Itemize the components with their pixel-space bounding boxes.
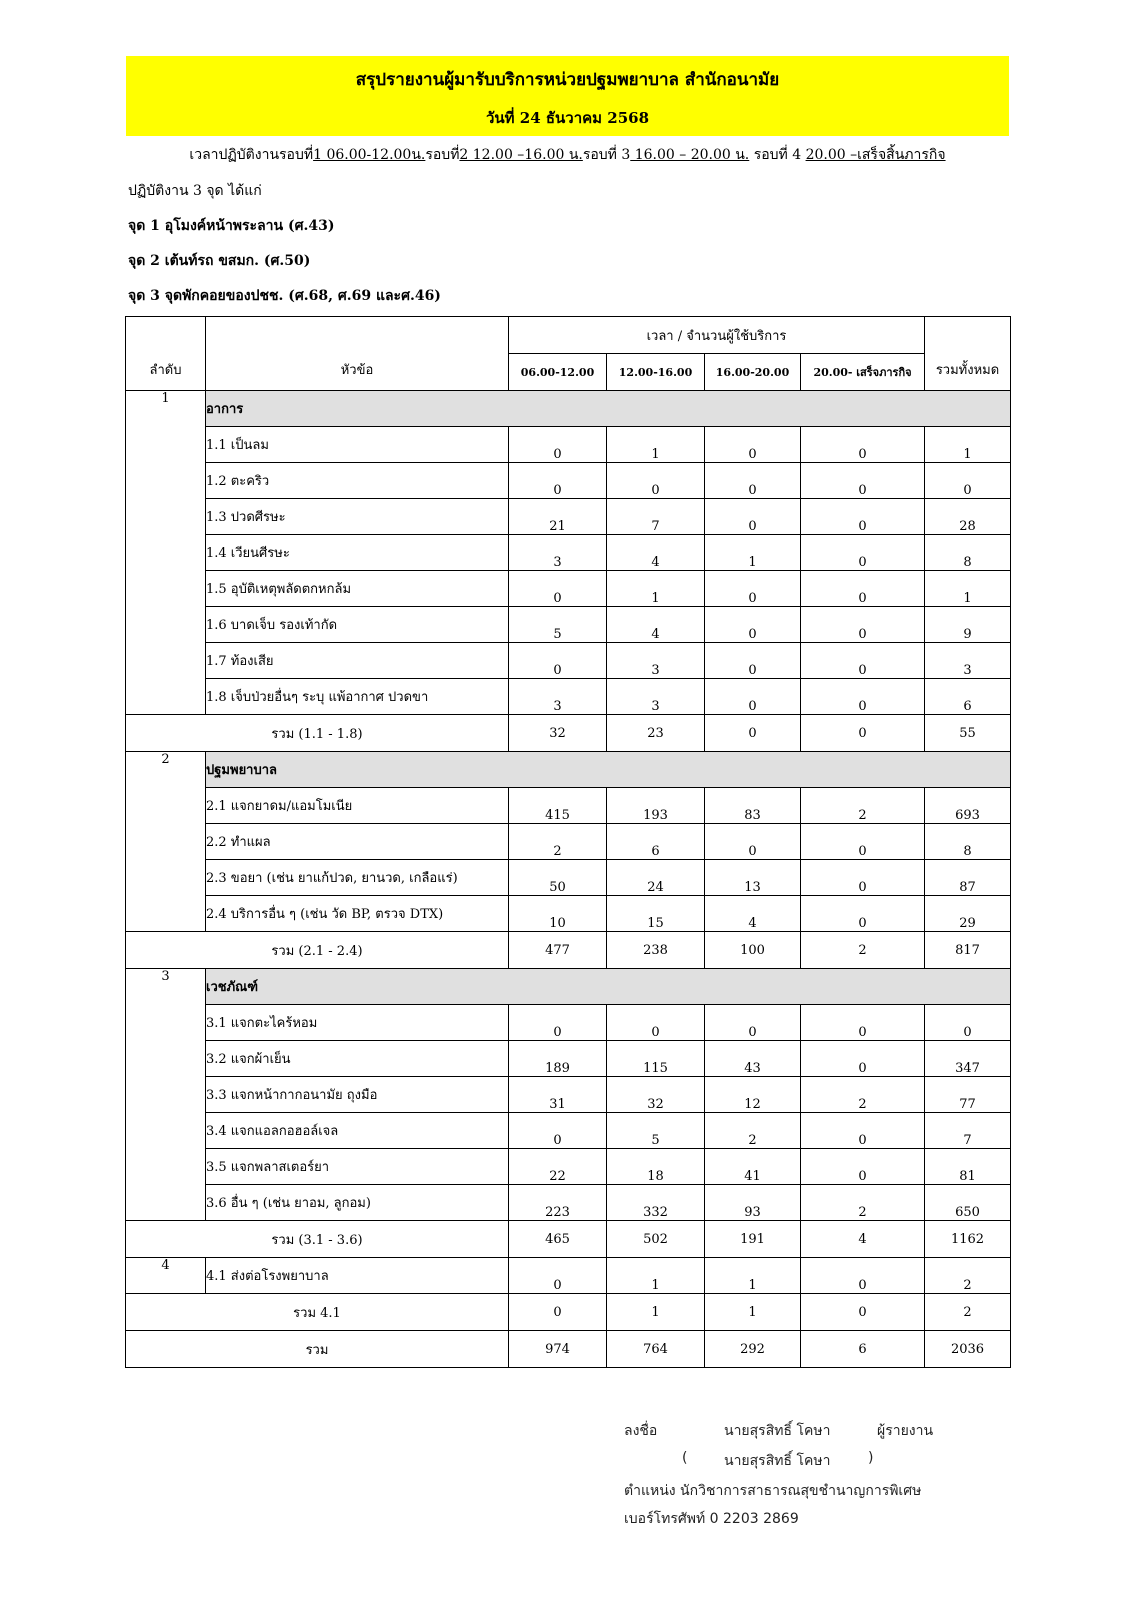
table-row xyxy=(126,571,1011,607)
col-total: รวมทั้งหมด xyxy=(925,317,1011,391)
row-total: 8 xyxy=(925,535,1011,571)
shift-2: 2 12.00 –16.00 น. xyxy=(459,147,583,163)
report-date: วันที่ 24 ธันวาคม 2568 xyxy=(485,109,650,127)
row-value: 43 xyxy=(705,1041,801,1077)
row-value: 1 xyxy=(607,1258,705,1294)
row-value: 3 xyxy=(509,535,607,571)
section-number: 1 xyxy=(126,391,206,715)
subtotal-row xyxy=(126,932,1011,969)
table-row xyxy=(126,607,1011,643)
row-value: 0 xyxy=(801,896,925,932)
row-label: 1.1 เป็นลม xyxy=(206,427,509,463)
row-value: 13 xyxy=(705,860,801,896)
point-3: จุด 3 จุดพักคอยของปชช. (ศ.68, ศ.69 และศ.46) xyxy=(128,288,441,304)
row-value: 0 xyxy=(705,679,801,715)
row-value: 0 xyxy=(607,1005,705,1041)
subtotal-value: 0 xyxy=(509,1294,607,1331)
row-value: 7 xyxy=(607,499,705,535)
row-value: 0 xyxy=(705,571,801,607)
row-value: 0 xyxy=(801,1113,925,1149)
row-value: 5 xyxy=(509,607,607,643)
section-header-row xyxy=(126,969,1011,1005)
shift-3-label: รอบที่ 3 xyxy=(582,147,631,163)
row-value: 0 xyxy=(705,1005,801,1041)
row-value: 0 xyxy=(509,1005,607,1041)
subtotal-row xyxy=(126,715,1011,752)
shift-times xyxy=(126,144,1009,166)
table-row xyxy=(126,427,1011,463)
point-2: จุด 2 เต้นท์รถ ขสมก. (ศ.50) xyxy=(128,253,311,269)
table-row xyxy=(126,824,1011,860)
row-value: 0 xyxy=(801,679,925,715)
row-label: 1.4 เวียนศีรษะ xyxy=(206,535,509,571)
table-row xyxy=(126,896,1011,932)
subtotal-value: 32 xyxy=(509,715,607,752)
row-value: 41 xyxy=(705,1149,801,1185)
subtotal-value: 191 xyxy=(705,1221,801,1258)
row-label: 4.1 ส่งต่อโรงพยาบาล xyxy=(206,1258,509,1294)
subtotal-value: 465 xyxy=(509,1221,607,1258)
section-number: 3 xyxy=(126,969,206,1221)
row-total: 87 xyxy=(925,860,1011,896)
row-value: 24 xyxy=(607,860,705,896)
row-value: 4 xyxy=(607,607,705,643)
table-row xyxy=(126,1005,1011,1041)
row-total: 0 xyxy=(925,1005,1011,1041)
row-value: 18 xyxy=(607,1149,705,1185)
subtotal-value: 55 xyxy=(925,715,1011,752)
signer-role: ผู้รายงาน xyxy=(877,1423,934,1439)
row-label: 1.6 บาดเจ็บ รองเท้ากัด xyxy=(206,607,509,643)
row-value: 0 xyxy=(509,571,607,607)
row-value: 115 xyxy=(607,1041,705,1077)
row-value: 3 xyxy=(607,643,705,679)
row-value: 50 xyxy=(509,860,607,896)
row-label: 3.4 แจกแอลกอฮอล์เจล xyxy=(206,1113,509,1149)
subtotal-value: 1 xyxy=(705,1294,801,1331)
table-row xyxy=(126,1185,1011,1221)
row-value: 193 xyxy=(607,788,705,824)
row-value: 12 xyxy=(705,1077,801,1113)
grand-total-value: 2036 xyxy=(925,1331,1011,1368)
row-value: 5 xyxy=(607,1113,705,1149)
row-value: 0 xyxy=(801,1149,925,1185)
row-value: 0 xyxy=(509,427,607,463)
section-header-row xyxy=(126,391,1011,427)
row-total: 81 xyxy=(925,1149,1011,1185)
signer-phone: เบอร์โทรศัพท์ 0 2203 2869 xyxy=(624,1511,799,1527)
subtotal-value: 2 xyxy=(801,932,925,969)
grand-total-value: 292 xyxy=(705,1331,801,1368)
row-label: 1.2 ตะคริว xyxy=(206,463,509,499)
section-title: ปฐมพยาบาล xyxy=(206,752,1011,788)
table-row xyxy=(126,1258,1011,1294)
subtotal-value: 502 xyxy=(607,1221,705,1258)
row-total: 693 xyxy=(925,788,1011,824)
row-label: 3.3 แจกหน้ากากอนามัย ถุงมือ xyxy=(206,1077,509,1113)
row-value: 93 xyxy=(705,1185,801,1221)
row-value: 4 xyxy=(607,535,705,571)
point-1: จุด 1 อุโมงค์หน้าพระลาน (ศ.43) xyxy=(128,218,335,234)
subtotal-value: 1 xyxy=(607,1294,705,1331)
table-row xyxy=(126,679,1011,715)
row-value: 0 xyxy=(801,1041,925,1077)
row-total: 2 xyxy=(925,1258,1011,1294)
row-value: 2 xyxy=(509,824,607,860)
row-value: 4 xyxy=(705,896,801,932)
row-value: 0 xyxy=(705,607,801,643)
table-row xyxy=(126,788,1011,824)
row-total: 3 xyxy=(925,643,1011,679)
grand-total-row xyxy=(126,1331,1011,1368)
table-row xyxy=(126,499,1011,535)
row-value: 332 xyxy=(607,1185,705,1221)
row-total: 29 xyxy=(925,896,1011,932)
row-label: 3.2 แจกผ้าเย็น xyxy=(206,1041,509,1077)
subtotal-row xyxy=(126,1294,1011,1331)
report-title: สรุปรายงานผู้มารับบริการหน่วยปฐมพยาบาล สำนักอนามัย xyxy=(355,70,780,90)
row-label: 2.3 ขอยา (เช่น ยาแก้ปวด, ยานวด, เกลือแร่) xyxy=(206,860,509,896)
table-row xyxy=(126,643,1011,679)
row-label: 3.5 แจกพลาสเตอร์ยา xyxy=(206,1149,509,1185)
row-value: 0 xyxy=(607,463,705,499)
report-body xyxy=(126,391,1011,1368)
row-value: 31 xyxy=(509,1077,607,1113)
row-label: 3.6 อื่น ๆ (เช่น ยาอม, ลูกอม) xyxy=(206,1185,509,1221)
shift-4: 20.00 –เสร็จสิ้นภารกิจ xyxy=(805,147,946,163)
subtotal-value: 1162 xyxy=(925,1221,1011,1258)
row-value: 0 xyxy=(705,463,801,499)
section-number: 2 xyxy=(126,752,206,932)
row-label: 1.8 เจ็บป่วยอื่นๆ ระบุ แพ้อากาศ ปวดขา xyxy=(206,679,509,715)
col-t1: 06.00-12.00 xyxy=(509,354,607,391)
row-value: 0 xyxy=(509,1113,607,1149)
row-value: 0 xyxy=(801,535,925,571)
row-total: 9 xyxy=(925,607,1011,643)
table-row xyxy=(126,860,1011,896)
grand-total-value: 974 xyxy=(509,1331,607,1368)
row-value: 1 xyxy=(705,1258,801,1294)
subtotal-value: 0 xyxy=(801,1294,925,1331)
shift-1: 1 06.00-12.00น. xyxy=(313,147,426,163)
row-value: 0 xyxy=(801,860,925,896)
row-value: 1 xyxy=(607,571,705,607)
row-value: 0 xyxy=(801,824,925,860)
row-value: 0 xyxy=(801,1258,925,1294)
row-value: 0 xyxy=(705,499,801,535)
row-value: 10 xyxy=(509,896,607,932)
row-total: 77 xyxy=(925,1077,1011,1113)
row-value: 2 xyxy=(801,1077,925,1113)
table-row xyxy=(126,535,1011,571)
col-order: ลำดับ xyxy=(126,317,206,391)
row-total: 1 xyxy=(925,571,1011,607)
table-row xyxy=(126,1149,1011,1185)
row-value: 0 xyxy=(705,427,801,463)
row-label: 3.1 แจกตะไคร้หอม xyxy=(206,1005,509,1041)
row-value: 22 xyxy=(509,1149,607,1185)
col-group: เวลา / จำนวนผู้ใช้บริการ xyxy=(509,317,925,354)
row-value: 0 xyxy=(801,463,925,499)
subtotal-value: 477 xyxy=(509,932,607,969)
report-table xyxy=(125,316,1011,1368)
subtotal-value: 2 xyxy=(925,1294,1011,1331)
title-banner xyxy=(126,56,1009,136)
row-value: 0 xyxy=(801,1005,925,1041)
table-row xyxy=(126,1041,1011,1077)
row-value: 0 xyxy=(509,1258,607,1294)
row-value: 0 xyxy=(509,463,607,499)
row-value: 3 xyxy=(509,679,607,715)
row-value: 3 xyxy=(607,679,705,715)
row-value: 0 xyxy=(801,643,925,679)
shift-prefix: เวลาปฏิบัติงานรอบที่ xyxy=(189,147,314,163)
row-total: 347 xyxy=(925,1041,1011,1077)
row-label: 2.1 แจกยาดม/แอมโมเนีย xyxy=(206,788,509,824)
row-value: 15 xyxy=(607,896,705,932)
row-label: 2.4 บริการอื่น ๆ (เช่น วัด BP, ตรวจ DTX) xyxy=(206,896,509,932)
grand-total-value: 6 xyxy=(801,1331,925,1368)
table-row xyxy=(126,1077,1011,1113)
section-title: เวชภัณฑ์ xyxy=(206,969,1011,1005)
subtotal-value: 23 xyxy=(607,715,705,752)
row-value: 223 xyxy=(509,1185,607,1221)
subtotal-label: รวม (2.1 - 2.4) xyxy=(126,932,509,969)
row-value: 83 xyxy=(705,788,801,824)
row-total: 7 xyxy=(925,1113,1011,1149)
points-intro: ปฏิบัติงาน 3 จุด ได้แก่ xyxy=(128,183,262,199)
subtotal-label: รวม (1.1 - 1.8) xyxy=(126,715,509,752)
row-value: 1 xyxy=(705,535,801,571)
row-value: 0 xyxy=(801,607,925,643)
shift-2-label: รอบที่ xyxy=(425,147,460,163)
row-label: 1.7 ท้องเสีย xyxy=(206,643,509,679)
row-value: 0 xyxy=(801,499,925,535)
subtotal-value: 817 xyxy=(925,932,1011,969)
row-value: 1 xyxy=(607,427,705,463)
table-row xyxy=(126,463,1011,499)
col-topic: หัวข้อ xyxy=(206,317,509,391)
col-t4: 20.00- เสร็จภารกิจ xyxy=(801,354,925,391)
subtotal-label: รวม (3.1 - 3.6) xyxy=(126,1221,509,1258)
row-value: 0 xyxy=(509,643,607,679)
subtotal-value: 0 xyxy=(801,715,925,752)
sign-label: ลงชื่อ xyxy=(624,1423,658,1439)
row-value: 2 xyxy=(801,788,925,824)
table-row xyxy=(126,1113,1011,1149)
row-label: 2.2 ทำแผล xyxy=(206,824,509,860)
subtotal-label: รวม 4.1 xyxy=(126,1294,509,1331)
row-value: 0 xyxy=(705,824,801,860)
subtotal-value: 4 xyxy=(801,1221,925,1258)
row-total: 0 xyxy=(925,463,1011,499)
row-value: 415 xyxy=(509,788,607,824)
shift-4-label: รอบที่ 4 xyxy=(753,147,802,163)
paren-name: นายสุรสิทธิ์ โคษา xyxy=(724,1453,831,1469)
row-value: 0 xyxy=(705,643,801,679)
grand-total-value: 764 xyxy=(607,1331,705,1368)
row-value: 2 xyxy=(705,1113,801,1149)
row-label: 1.3 ปวดศีรษะ xyxy=(206,499,509,535)
grand-total-label: รวม xyxy=(126,1331,509,1368)
section-title: อาการ xyxy=(206,391,1011,427)
shift-3: 16.00 – 20.00 น. xyxy=(630,147,750,163)
row-total: 650 xyxy=(925,1185,1011,1221)
signer-name: นายสุรสิทธิ์ โคษา xyxy=(724,1423,831,1439)
row-value: 2 xyxy=(801,1185,925,1221)
row-total: 8 xyxy=(925,824,1011,860)
section-header-row xyxy=(126,752,1011,788)
row-label: 1.5 อุบัติเหตุพลัดตกหกล้ม xyxy=(206,571,509,607)
row-value: 0 xyxy=(801,427,925,463)
paren-open: ( xyxy=(682,1450,688,1466)
row-total: 28 xyxy=(925,499,1011,535)
paren-close: ) xyxy=(868,1450,874,1466)
subtotal-row xyxy=(126,1221,1011,1258)
row-value: 21 xyxy=(509,499,607,535)
subtotal-value: 100 xyxy=(705,932,801,969)
subtotal-value: 238 xyxy=(607,932,705,969)
subtotal-value: 0 xyxy=(705,715,801,752)
section-number: 4 xyxy=(126,1258,206,1294)
col-t3: 16.00-20.00 xyxy=(705,354,801,391)
row-total: 1 xyxy=(925,427,1011,463)
row-value: 6 xyxy=(607,824,705,860)
row-value: 0 xyxy=(801,571,925,607)
row-value: 32 xyxy=(607,1077,705,1113)
row-total: 6 xyxy=(925,679,1011,715)
col-t2: 12.00-16.00 xyxy=(607,354,705,391)
row-value: 189 xyxy=(509,1041,607,1077)
signer-position: ตำแหน่ง นักวิชาการสาธารณสุขชำนาญการพิเศษ xyxy=(624,1483,922,1499)
